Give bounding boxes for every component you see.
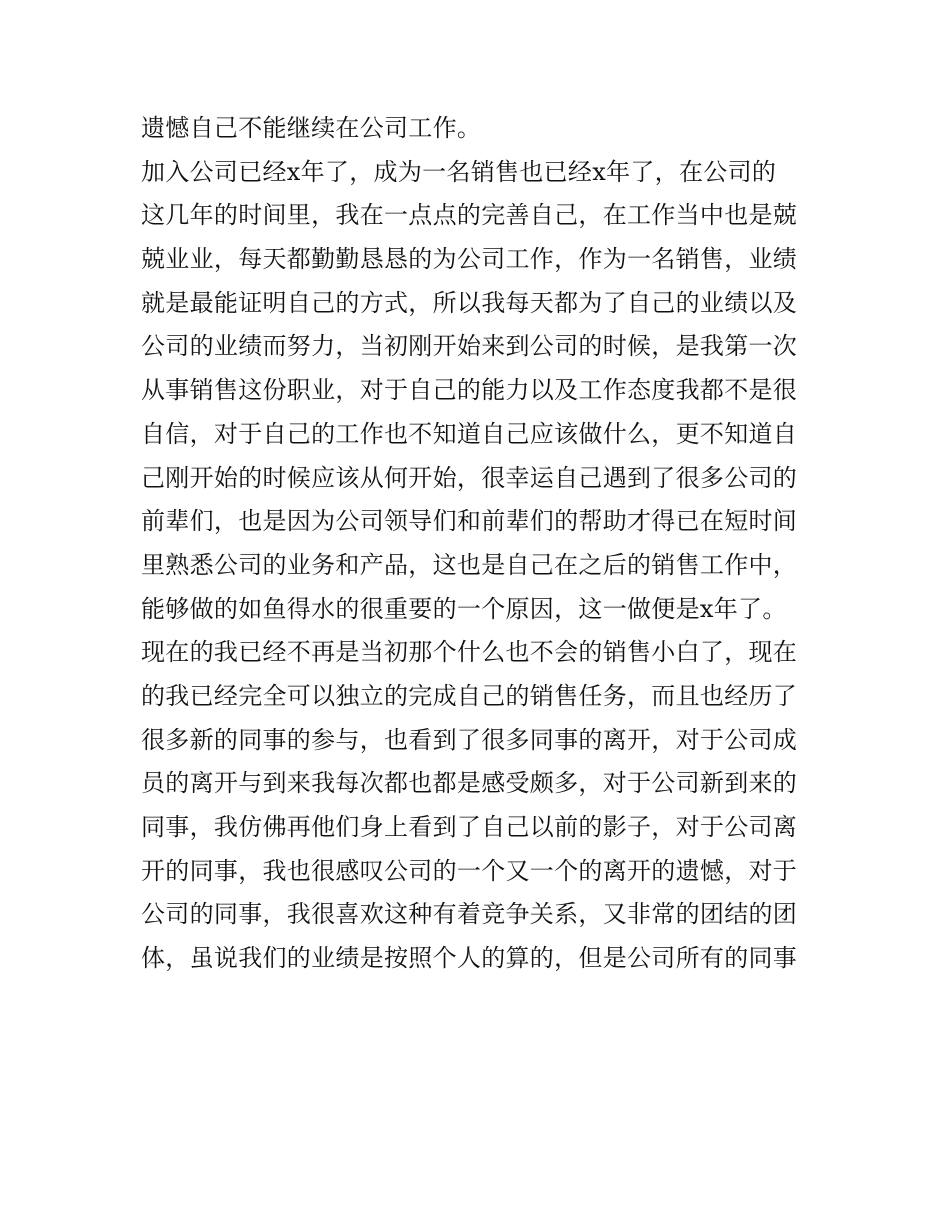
text-line: 很多新的同事的参与，也看到了很多同事的离开，对于公司成: [141, 725, 798, 754]
body-text: [141, 107, 831, 981]
text-line: 公司的业绩而努力，当初刚开始来到公司的时候，是我第一次: [141, 332, 798, 361]
text-line: 兢业业，每天都勤勤恳恳的为公司工作，作为一名销售，业绩: [141, 245, 798, 274]
text-line: 就是最能证明自己的方式，所以我每天都为了自己的业绩以及: [141, 288, 798, 317]
text-line: 前辈们，也是因为公司领导们和前辈们的帮助才得已在短时间: [141, 507, 798, 536]
text-line: 从事销售这份职业，对于自己的能力以及工作态度我都不是很: [141, 376, 798, 405]
text-line: 遗憾自己不能继续在公司工作。: [141, 114, 482, 142]
text-line: 己刚开始的时候应该从何开始，很幸运自己遇到了很多公司的: [141, 463, 798, 492]
text-line: 的我已经完全可以独立的完成自己的销售任务，而且也经历了: [141, 681, 798, 710]
text-line: 自信，对于自己的工作也不知道自己应该做什么，更不知道自: [141, 419, 798, 448]
text-line: 公司的同事，我很喜欢这种有着竞争关系，又非常的团结的团: [141, 900, 798, 929]
text-line: 加入公司已经x年了，成为一名销售也已经x年了，在公司的: [141, 157, 777, 186]
text-line: 能够做的如鱼得水的很重要的一个原因，这一做便是x年了。: [141, 594, 787, 623]
text-line: 体，虽说我们的业绩是按照个人的算的，但是公司所有的同事: [141, 944, 798, 973]
text-line: 这几年的时间里，我在一点点的完善自己，在工作当中也是兢: [141, 201, 798, 230]
text-line: 员的离开与到来我每次都也都是感受颇多，对于公司新到来的: [141, 769, 798, 798]
text-line: 开的同事，我也很感叹公司的一个又一个的离开的遗憾，对于: [141, 856, 798, 885]
text-line: 现在的我已经不再是当初那个什么也不会的销售小白了，现在: [141, 638, 798, 667]
text-line: 里熟悉公司的业务和产品，这也是自己在之后的销售工作中，: [141, 550, 798, 579]
text-line: 同事，我仿佛再他们身上看到了自己以前的影子，对于公司离: [141, 813, 798, 841]
